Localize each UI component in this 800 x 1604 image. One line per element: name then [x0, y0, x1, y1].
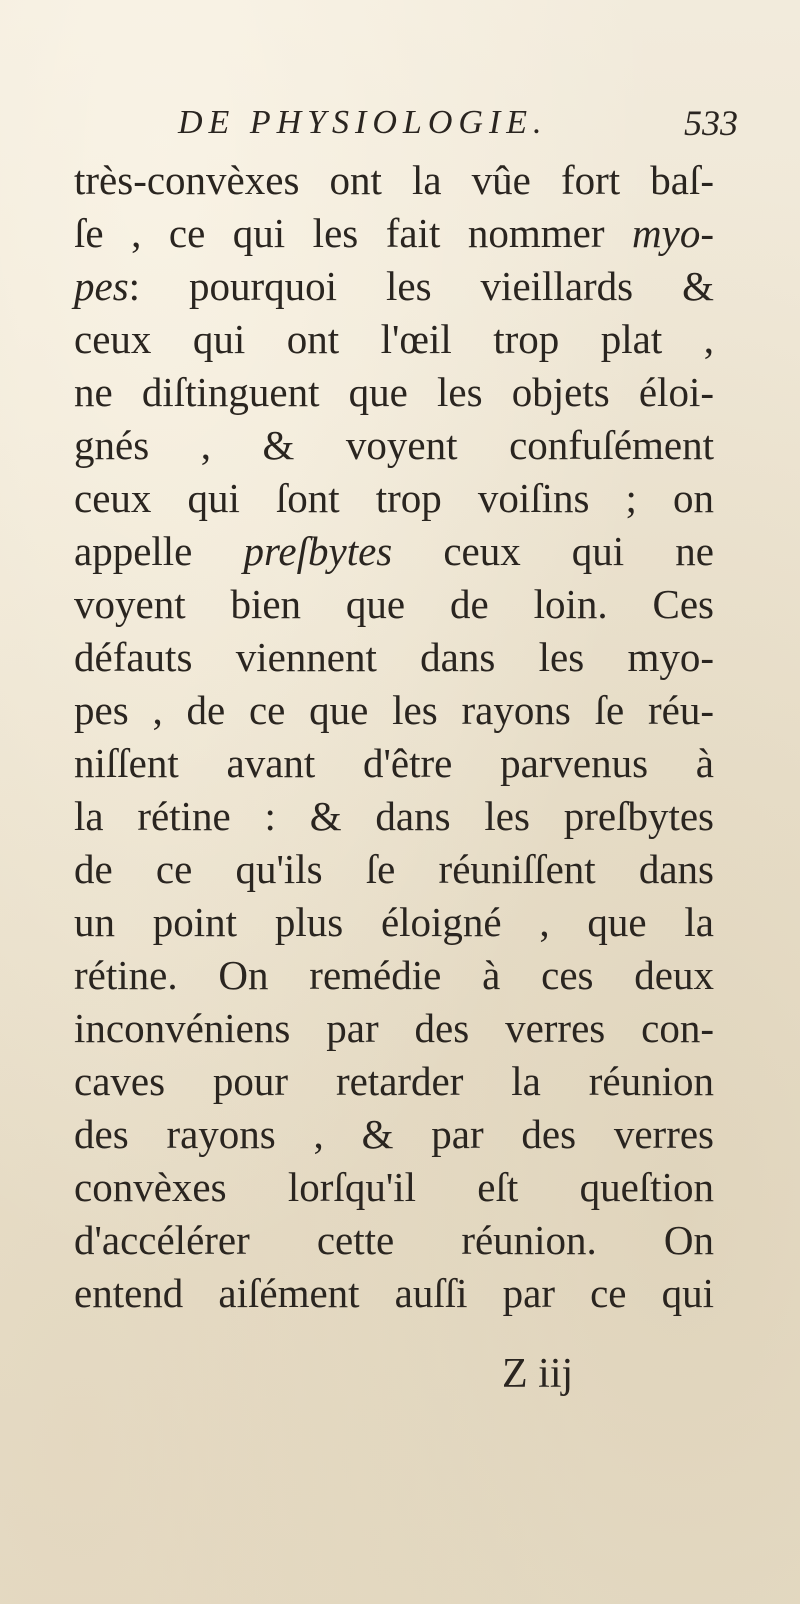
text-line: de ce qu'ils ſe réuniſſent dans	[74, 846, 714, 892]
text-line: pes , de ce que les rayons ſe réu-	[74, 687, 714, 733]
text-line: ne diſtinguent que les objets éloi-	[74, 369, 714, 415]
text-line: pes: pourquoi les vieillards &	[74, 263, 714, 309]
text-line: ceux qui ſont trop voiſins ; on	[74, 475, 714, 521]
text-line: rétine. On remédie à ces deux	[74, 952, 714, 998]
running-header	[178, 100, 738, 146]
text-line: gnés , & voyent confuſément	[74, 422, 714, 468]
text-line: des rayons , & par des verres	[74, 1111, 714, 1157]
text-line: la rétine : & dans les preſbytes	[74, 793, 714, 839]
text-line: d'accélérer cette réunion. On	[74, 1217, 714, 1263]
text-line: défauts viennent dans les myo-	[74, 634, 714, 680]
running-title: DE PHYSIOLOGIE.	[178, 104, 548, 141]
text-line: ſe , ce qui les fait nommer myo-	[74, 210, 714, 256]
text-line: caves pour retarder la réunion	[74, 1058, 714, 1104]
text-line: ceux qui ont l'œil trop plat ,	[74, 316, 714, 362]
signature-mark: Z iij	[502, 1351, 574, 1397]
text-line: appelle preſbytes ceux qui ne	[74, 528, 714, 574]
italic-term: myo-	[632, 210, 714, 256]
text-line: voyent bien que de loin. Ces	[74, 581, 714, 627]
page-number: 533	[684, 103, 738, 143]
body-text	[74, 154, 714, 1320]
text-line: un point plus éloigné , que la	[74, 899, 714, 945]
italic-term: preſbytes	[243, 528, 393, 574]
italic-term: pes	[74, 263, 129, 309]
text-line: inconvéniens par des verres con-	[74, 1005, 714, 1051]
text-line: convèxes lorſqu'il eſt queſtion	[74, 1164, 714, 1210]
text-line: entend aiſément auſſi par ce qui	[74, 1270, 714, 1316]
text-line: très-convèxes ont la vûe fort baſ-	[74, 157, 714, 203]
text-line: niſſent avant d'être parvenus à	[74, 740, 714, 786]
